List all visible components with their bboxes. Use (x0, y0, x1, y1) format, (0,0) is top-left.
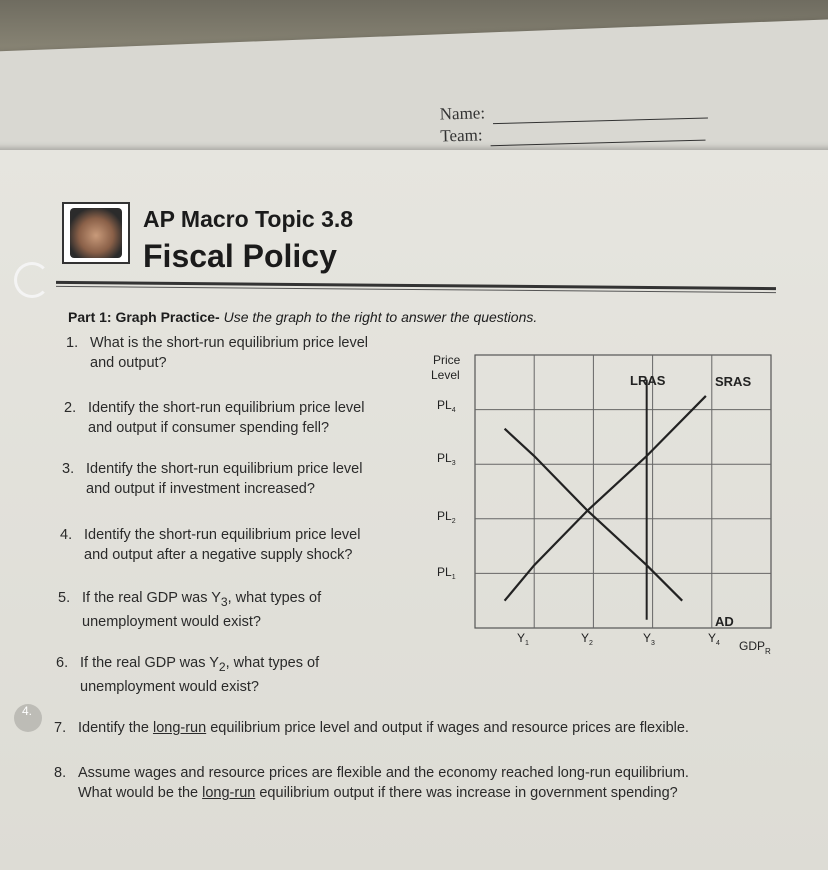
question-2: 2. Identify the short-run equilibrium price level and output if consumer spending fell? (64, 400, 365, 436)
team-label: Team: (440, 125, 483, 146)
x-tick-y2: $Y_2$ (581, 631, 593, 647)
y-tick-pl2: $PL_2$ (437, 509, 456, 525)
question-5: 5. If the real GDP was $Y_3$, what types of unemployment would exist? (58, 590, 322, 630)
question-1: 1. What is the short-run equilibrium price level and output? (66, 335, 369, 371)
question-6: 6. If the real GDP was $Y_2$, what types of unemployment would exist? (56, 655, 320, 695)
y-tick-pl1: $PL_1$ (437, 565, 456, 581)
y-axis-label-price: Price (433, 353, 461, 367)
graph-curves (505, 380, 706, 620)
part-heading (68, 309, 537, 325)
label-ad: AD (715, 614, 734, 629)
part-instruction: Use the graph to the right to answer the questions. (223, 309, 538, 325)
x-axis-label-gdp: $GDP_R$ (739, 639, 771, 656)
graph-labels (431, 353, 771, 656)
curve-sras (505, 396, 706, 601)
x-tick-y1: $Y_1$ (517, 631, 529, 647)
question-7: 7. Identify the long-run equilibrium price level and output if wages and resource prices are flexible. (54, 720, 689, 736)
ad-as-graph (425, 350, 785, 660)
x-tick-y4: $Y_4$ (708, 631, 720, 647)
label-lras: LRAS (630, 373, 666, 388)
graph-grid (475, 355, 771, 628)
part-label: Part 1: Graph Practice- (68, 309, 220, 325)
y-axis-label-level: Level (431, 368, 460, 382)
label-sras: SRAS (715, 374, 752, 389)
question-4: 4. Identify the short-run equilibrium price level and output after a negative supply shock? (60, 527, 361, 563)
name-label: Name: (439, 103, 486, 124)
avatar-face (70, 208, 122, 258)
teacher-avatar (62, 202, 130, 264)
question-3: 3. Identify the short-run equilibrium price level and output if investment increased? (62, 461, 363, 497)
page-title: Fiscal Policy (143, 238, 337, 274)
topic-heading: AP Macro Topic 3.8 (143, 206, 354, 232)
x-tick-y3: $Y_3$ (643, 631, 655, 647)
y-tick-pl4: $PL_4$ (437, 398, 456, 414)
name-team-block (439, 96, 708, 147)
handwritten-number: 4. (22, 704, 33, 718)
question-8: 8. Assume wages and resource prices are flexible and the economy reached long-run equilibrium. What would be the long-run equilibrium output if there was increase in government spending? (54, 765, 689, 801)
binder-hole (14, 262, 50, 298)
y-tick-pl3: $PL_3$ (437, 451, 456, 467)
plot-frame (475, 355, 771, 628)
